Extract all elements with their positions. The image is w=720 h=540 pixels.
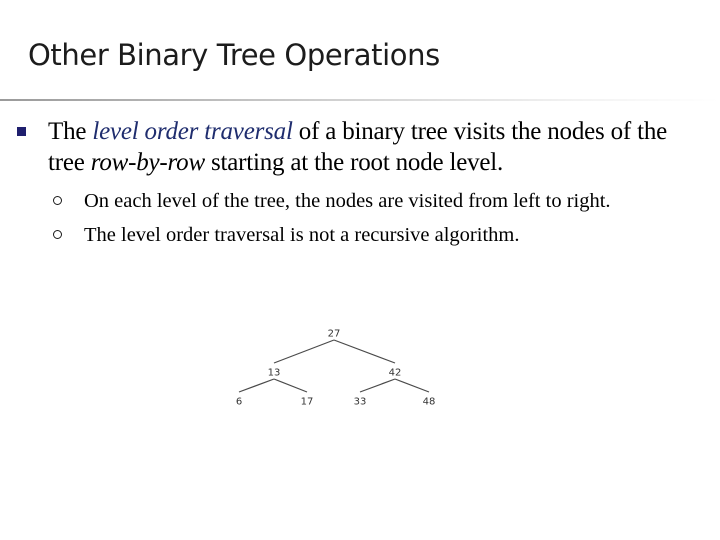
bullet-emphasis-term: level order traversal	[92, 118, 293, 145]
tree-node-label: 33	[353, 396, 367, 408]
bullet-text-part: of a binary tree visits the nodes of the tree	[48, 118, 668, 176]
tree-node-label: 13	[267, 367, 281, 379]
tree-node-label: 6	[235, 396, 243, 408]
tree-edge	[274, 379, 307, 392]
tree-edge	[239, 379, 274, 392]
slide-title: Other Binary Tree Operations	[28, 38, 440, 72]
tree-node-label: 48	[422, 396, 436, 408]
tree-edge	[360, 379, 395, 392]
bullet-text-part: The	[48, 118, 93, 145]
sub-bullet-text: On each level of the tree, the nodes are visited from left to right.	[84, 190, 611, 212]
bullet-emphasis-term: row-by-row	[90, 149, 205, 176]
tree-edge	[395, 379, 429, 392]
tree-node-label: 17	[300, 396, 314, 408]
tree-edge	[274, 340, 334, 363]
tree-node-label: 42	[388, 367, 402, 379]
sub-bullet-text: The level order traversal is not a recursive algorithm.	[84, 224, 520, 246]
bullet-text-part: starting at the root node level.	[204, 149, 504, 176]
tree-edge	[334, 340, 395, 363]
tree-node-label: 27	[327, 328, 341, 340]
